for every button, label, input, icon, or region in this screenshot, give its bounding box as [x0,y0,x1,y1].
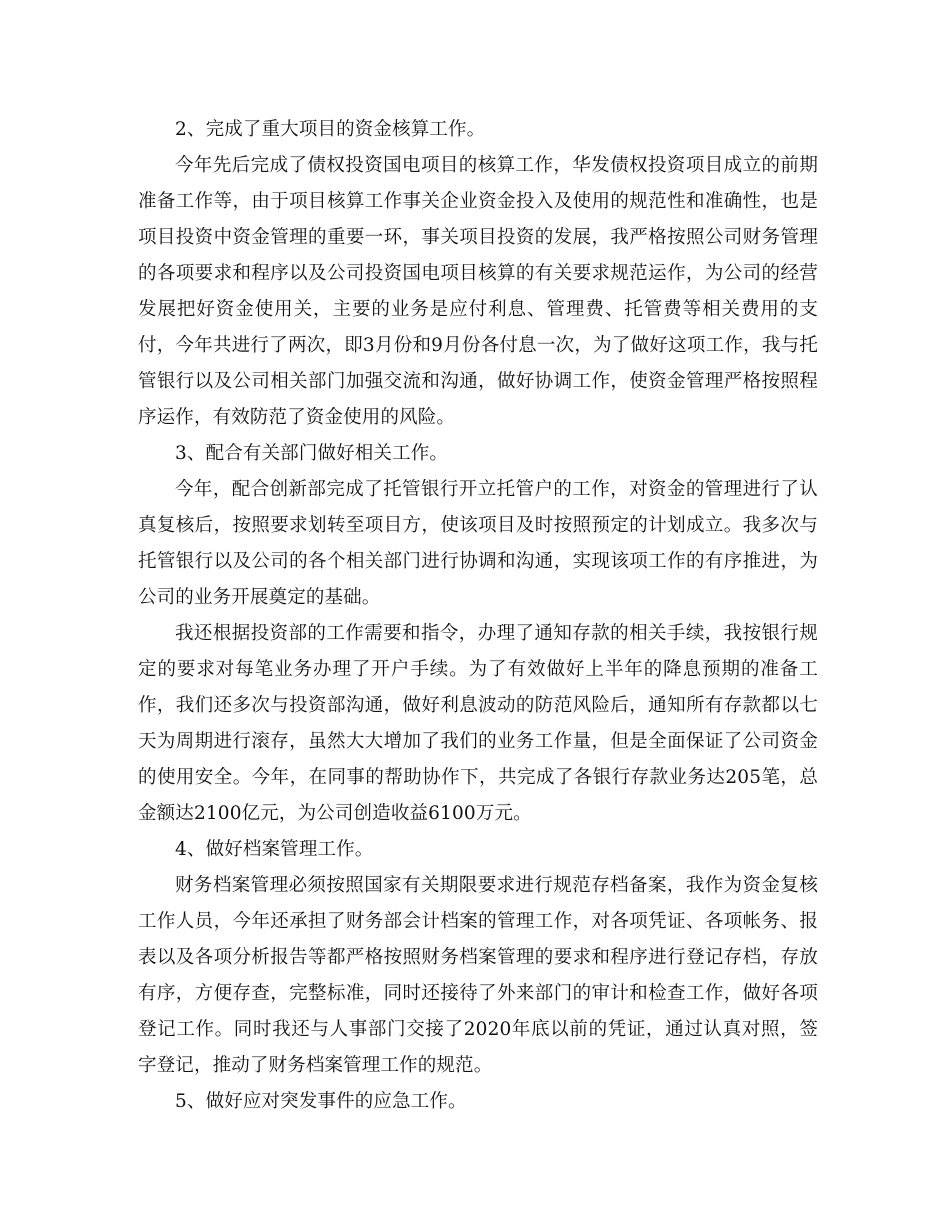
section-heading-4: 4、做好档案管理工作。 [175,839,374,860]
document-body [138,112,818,1120]
section-heading-2: 2、完成了重大项目的资金核算工作。 [175,119,486,140]
paragraph-text: 财务档案管理必须按照国家有关期限要求进行规范存档备案，我作为资金复核工作人员，今年还承担了财务部会计档案的管理工作，对各项凭证、各项帐务、报表以及各项分析报告等都严格按照财务档案管理的要求和程序进行登记存档，存放有序，方便存查，完整标准，同时还接待了外来部门的审计和检查工作，做好各项登记工作。同时我还与人事部门交接了2020年底以前的凭证，通过认真对照，签字登记，推动了财务档案管理工作的规范。 [138,875,818,1076]
paragraph-text: 今年先后完成了债权投资国电项目的核算工作，华发债权投资项目成立的前期准备工作等，由于项目核算工作事关企业资金投入及使用的规范性和准确性，也是项目投资中资金管理的重要一环，事关项目投资的发展，我严格按照公司财务管理的各项要求和程序以及公司投资国电项目核算的有关要求规范运作，为公司的经营发展把好资金使用关，主要的业务是应付利息、管理费、托管费等相关费用的支付，今年共进行了两次，即3月份和9月份各付息一次，为了做好这项工作，我与托管银行以及公司相关部门加强交流和沟通，做好协调工作，使资金管理严格按照程序运作，有效防范了资金使用的风险。 [138,155,818,428]
paragraph-text: 今年，配合创新部完成了托管银行开立托管户的工作，对资金的管理进行了认真复核后，按照要求划转至项目方，使该项目及时按照预定的计划成立。我多次与托管银行以及公司的各个相关部门进行协调和沟通，实现该项工作的有序推进，为公司的业务开展奠定的基础。 [138,479,818,608]
paragraph-text: 我还根据投资部的工作需要和指令，办理了通知存款的相关手续，我按银行规定的要求对每笔业务办理了开户手续。为了有效做好上半年的降息预期的准备工作，我们还多次与投资部沟通，做好利息波动的防范风险后，通知所有存款都以七天为周期进行滚存，虽然大大增加了我们的业务工作量，但是全面保证了公司资金的使用安全。今年，在同事的帮助协作下，共完成了各银行存款业务达205笔，总金额达2100亿元，为公司创造收益6100万元。 [138,623,818,824]
section-heading-3: 3、配合有关部门做好相关工作。 [175,443,449,464]
section-heading-5: 5、做好应对突发事件的应急工作。 [175,1091,467,1112]
